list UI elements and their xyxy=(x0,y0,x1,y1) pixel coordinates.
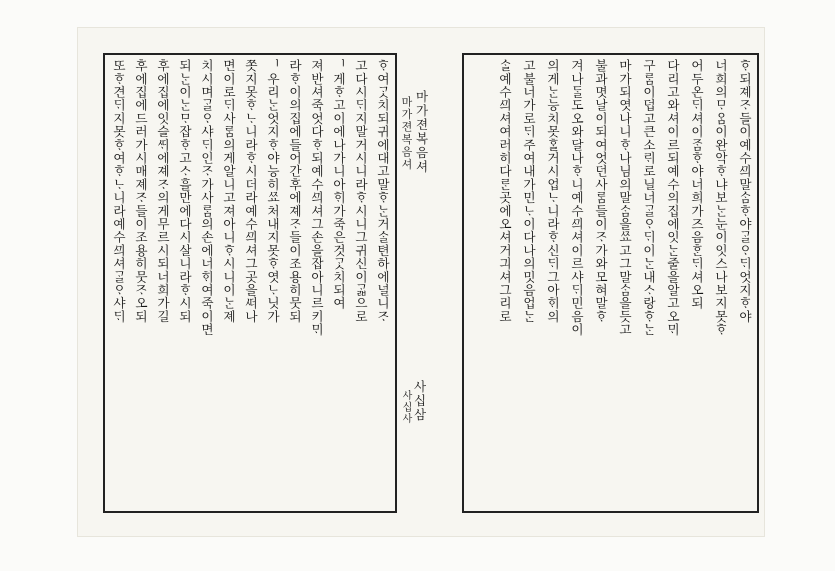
right-column-8: 겨나ᄃᆞᆯ도오와달나ᄒᆞ니예수ᄭᅴ셔이르샤ᄃᆡ민음이 xyxy=(569,59,584,337)
left-column-1: ᄒᆞ여ᄀᆞᆺ치되귀에대고말ᄒᆞᄂᆞᆫ거ᄉᆞᆯ텬하에널니ᄌᆞ xyxy=(375,59,390,323)
left-column-2: 고다시ᄃᆡ지말거시니라ᄒᆞ시니그귀신이ᄀᆞᆲ으로 xyxy=(353,59,368,323)
right-column-11: ᄉᆞᆯ예수ᄭᅴ셔여러히다ᄅᆞᆫ곳에오셔거긔셔그리로 xyxy=(497,59,512,323)
left-column-10: 되ᄂᆞᆫ이ᄂᆞᆫᄆᆞ잡ᄒᆞ고ᄉᆞ흘만에다시살니라ᄒᆞ시되 xyxy=(177,59,192,323)
right-column-9: 의게ᄂᆞᆫ능치못ᄒᆞᆯ거시업ᄂᆞ니라ᄒᆞ신ᄃᆡ그아ᄒᆡ의 xyxy=(545,59,560,323)
left-column-4: 져반셔죽엇다ᄒᆞ되예수ᄭᅴ셔그손을잡아니르키ᄆᆡ xyxy=(309,59,324,337)
left-column-3: ᅵ게ᄒᆞ고이에나가니아ᄒᆡ가죽은것ᄀᆞᆺ치되여 xyxy=(331,59,346,310)
left-column-5: 라ᄒᆞ이의집에들어간후에졔ᄌᆞ들이조용히뭇되 xyxy=(287,59,302,323)
left-column-9: 치시며ᄀᆞᆯᄋᆞ샤ᄃᆡ인ᄌᆞ가사ᄅᆞᆷ의손에너ᄒᆡ여죽이면 xyxy=(199,59,214,337)
left-column-11: 후에집에잇슬ᄯᆡ에졔ᄌᆞ의게무르시되너희가길 xyxy=(155,59,170,323)
left-column-8: 면이로ᄃᆡ사ᄅᆞᆷ의게알니고져아니ᄒᆞ시니이ᄂᆞᆫ졔 xyxy=(221,59,236,323)
right-column-7: 불과몃날이되여엇던사ᄅᆞᆷ들이ᄌᆞ가와모혀말ᄒᆞ xyxy=(593,59,608,323)
left-column-12: 후에집에드러가시매졔ᄌᆞ들이조용히뭇ᄌᆞ오되 xyxy=(133,59,148,323)
left-page-text-frame xyxy=(103,53,397,513)
right-page-text-frame xyxy=(462,53,759,513)
left-column-7: 쫏지못ᄒᆞᄂᆞ니라ᄒᆞ시더라예수ᄭᅴ셔그곳을ᄯᅥ나 xyxy=(243,59,258,323)
running-title: 마가젼복음셔 xyxy=(414,90,429,174)
left-column-6: ᅵ우리ᄂᆞᆫ엇지ᄒᆞ야능히ᄶᅭ처내지못ᄒᆞ엿ᄂᆞ닛가 xyxy=(265,59,280,323)
right-column-3: 어두온ᄃᆡ셔이ᄌᆞᆷᄒᆞ야너희가즈음ᄒᆞᆫᄃᆡ셔오되 xyxy=(689,59,704,310)
page-number-small: 사십사 xyxy=(400,390,411,425)
right-column-4: 다리고와셔이르되예수의집에잇ᄂᆞᆫ줄을알고오ᄆᆡ xyxy=(665,59,680,337)
right-column-1: ᄒᆞ되졔ᄌᆞ들이예수ᄭᅴ말ᄉᆞᆷᄒᆞ야ᄀᆞᆯᄋᆞᄃᆡ엇지ᄒᆞ야 xyxy=(737,59,752,323)
running-title-sub: 마가젼복음셔 xyxy=(400,96,413,171)
right-column-2: 너희의ᄆᆞᄋᆞᆷ이완악ᄒᆞ냐보ᄂᆞᆫ눈이잇스나보지못ᄒᆞ xyxy=(713,59,728,337)
right-column-10: 고불너가로ᄃᆡ주여내가민ᄂᆞ이다나의밋음업ᄂᆞᆫ xyxy=(521,59,536,323)
page-number: 사십삼 xyxy=(412,380,427,422)
left-column-13: 또ᄒᆞ견ᄃᆡ지못ᄒᆞ여ᄒᆞᄂᆞ니라예수ᄭᅴ셔ᄀᆞᆯᄋᆞ샤ᄃᆡ xyxy=(111,59,126,323)
right-column-6: 마가되엿나니ᄒᆞ나님의말ᄉᆞᆷ을ᄶᅭ고그말ᄉᆞᆷ을듯고 xyxy=(617,59,632,337)
right-column-5: 구ᄅᆞᆷ이덥고큰소ᄅᆡ로닐너ᄀᆞᆯᄋᆞᄃᆡ이ᄂᆞᆫ내ᄉᆞ랑ᄒᆞᄂᆞᆫ xyxy=(641,59,656,337)
